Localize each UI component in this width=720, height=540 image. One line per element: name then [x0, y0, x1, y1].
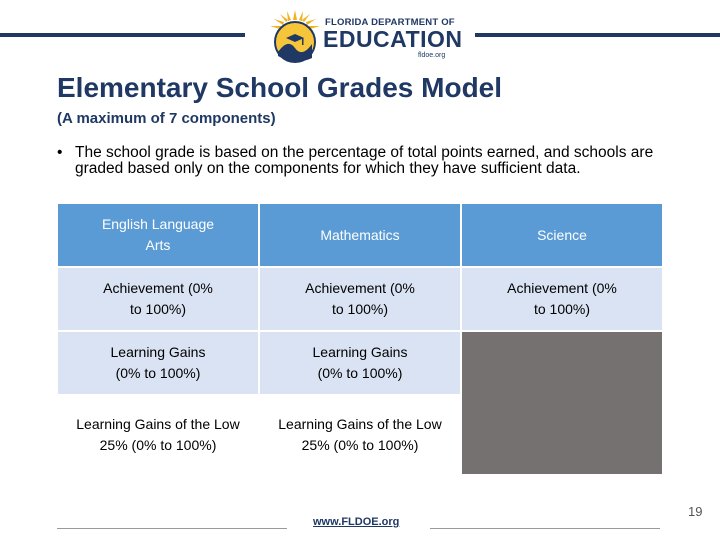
cell-science-empty — [462, 332, 662, 474]
table-row — [58, 332, 662, 394]
cell-ela-learning-gains: Learning Gains (0% to 100%) — [58, 332, 258, 394]
cell-math-achievement: Achievement (0% to 100%) — [260, 268, 460, 330]
sun-seal-icon — [266, 8, 324, 66]
cell-math-learning-gains: Learning Gains (0% to 100%) — [260, 332, 460, 394]
header-rule-left — [0, 33, 245, 37]
header-science: Science — [462, 204, 662, 266]
footer-rule-right — [430, 528, 660, 529]
logo-line-1: FLORIDA DEPARTMENT OF — [325, 17, 455, 28]
header-math: Mathematics — [260, 204, 460, 266]
cell-math-low25: Learning Gains of the Low 25% (0% to 100%) — [260, 396, 460, 474]
cell-ela-low25: Learning Gains of the Low 25% (0% to 100%) — [58, 396, 258, 474]
cell-science-achievement: Achievement (0% to 100%) — [462, 268, 662, 330]
header-ela: English Language Arts — [58, 204, 258, 266]
bullet-point — [57, 145, 677, 177]
slide-title: Elementary School Grades Model — [57, 72, 503, 103]
logo-url: fldoe.org — [418, 52, 446, 59]
header-rule-right — [475, 33, 720, 37]
table-header-row — [58, 204, 662, 266]
components-table — [56, 202, 664, 476]
logo-line-2: EDUCATION — [323, 26, 463, 52]
page-number: 19 — [688, 504, 703, 519]
cell-ela-achievement: Achievement (0% to 100%) — [58, 268, 258, 330]
bullet-dot-icon: • — [57, 144, 63, 161]
footer-rule-left — [57, 528, 287, 529]
fldoe-logo — [266, 8, 463, 66]
bullet-text: The school grade is based on the percentage of total points earned, and schools are graded based only on the components for which they have sufficient data. — [75, 144, 654, 177]
fldoe-website-link[interactable]: www.FLDOE.org — [313, 516, 400, 528]
table-row — [58, 268, 662, 330]
slide-subtitle: (A maximum of 7 components) — [57, 110, 276, 127]
